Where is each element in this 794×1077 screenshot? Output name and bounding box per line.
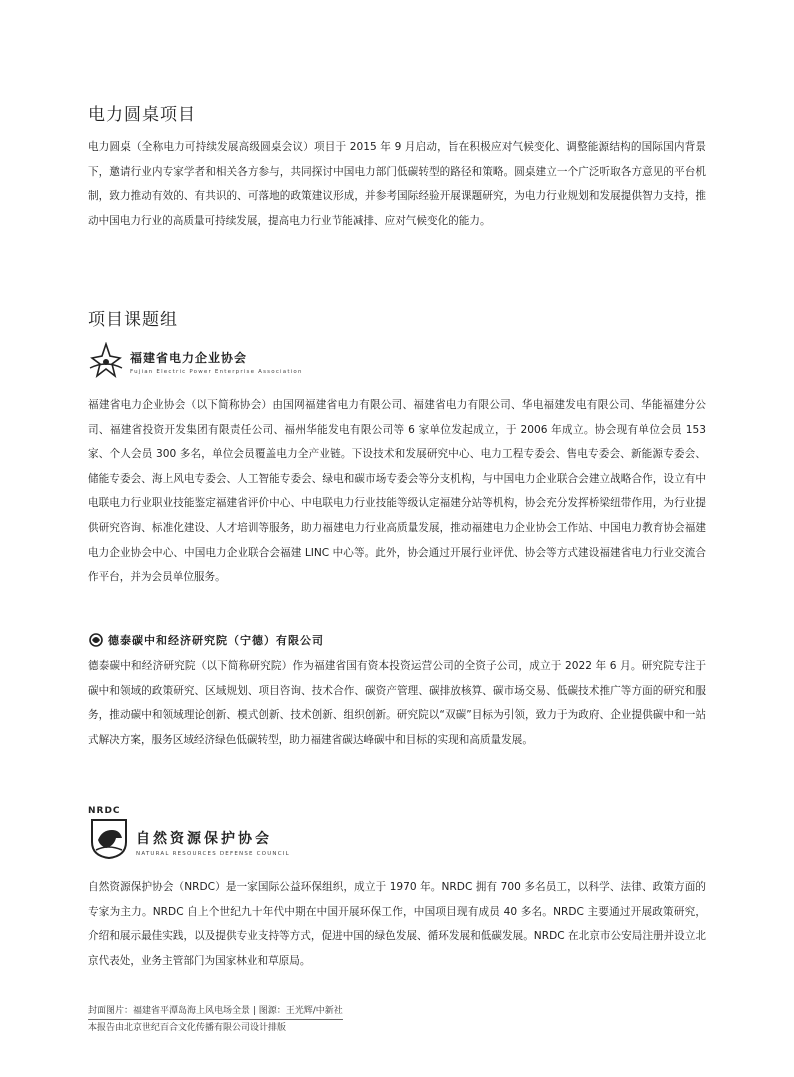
fujian-logo-name: 福建省电力企业协会	[130, 351, 248, 365]
nrdc-logo-name: 自然资源保护协会	[136, 831, 272, 847]
footer-credit-line: 封面图片：福建省平潭岛海上风电场全景 | 图源：王光辉/中新社	[88, 1003, 343, 1020]
carbon-institute-logo	[88, 632, 324, 648]
nrdc-logo-subtitle: NATURAL RESOURCES DEFENSE COUNCIL	[136, 851, 290, 857]
footer-design-line: 本报告由北京世纪百合文化传播有限公司设计排版	[88, 1023, 287, 1033]
nrdc-paragraph: 自然资源保护协会（NRDC）是一家国际公益环保组织，成立于 1970 年。NRDC 拥有 700 多名员工，以科学、法律、政策方面的专家为主力。NRDC 自上个世纪九十年代中期在中国开展环保工作，中国项目现有成员 40 多名。NRDC 主要通过开展政策研究，介绍和展示最佳实践，以及提供专业支持等方式，促进中国的绿色发展、循环发展和低碳发展。NRDC 在北京市公安局注册并设立北京代表处，业务主管部门为国家林业和草原局。	[88, 881, 707, 967]
roundtable-paragraph: 电力圆桌（全称电力可持续发展高级圆桌会议）项目于 2015 年 9 月启动，旨在积极应对气候变化、调整能源结构的国际国内背景下，邀请行业内专家学者和相关各方参与，共同探讨中国电力部门低碳转型的路径和策略。圆桌建立一个广泛听取各方意见的平台机制，致力推动有效的、有共识的、可落地的政策建议形成，并参考国际经验开展课题研究，为电力行业规划和发展提供智力支持，推动中国电力行业的高质量可持续发展，提高电力行业节能减排、应对气候变化的能力。	[88, 141, 706, 227]
project-group-title: 项目课题组	[88, 310, 178, 330]
fujian-paragraph: 福建省电力企业协会（以下简称协会）由国网福建省电力有限公司、福建省电力有限公司、华电福建发电有限公司、华能福建分公司、福建省投资开发集团有限责任公司、福州华能发电有限公司等 6 家单位发起成立，于 2006 年成立。协会现有单位会员 153 家、个人会员 300 多名，单位会员覆盖电力全产业链。下设技术和发展研究中心、电力工程专委会、售电专委会、新能源专委会、储能专委会、海上风电专委会、人工智能专委会、绿电和碳市场专委会等分支机构，与中国电力企业联合会建立战略合作，设立有中电联电力行业职业技能鉴定福建省评价中心、中电联电力行业技能等级认定福建分站等机构，协会充分发挥桥梁纽带作用，为行业提供研究咨询、标准化建设、人才培训等服务，助力福建电力行业高质量发展，推动福建电力企业协会工作站、中国电力教育协会福建电力企业协会中心、中国电力企业联合会福建 LINC 中心等。此外，协会通过开展行业评优、协会等方式建设福建省电力行业交流合作平台，并为会员单位服务。	[88, 399, 706, 584]
nrdc-bear-icon	[88, 816, 130, 860]
institute-logo-name: 德泰碳中和经济研究院（宁德）有限公司	[108, 634, 324, 647]
nrdc-logo-mark: NRDC	[88, 806, 121, 816]
fujian-logo-subtitle: Fujian Electric Power Enterprise Association	[130, 369, 303, 375]
institute-emblem-icon	[88, 632, 104, 648]
institute-paragraph: 德泰碳中和经济研究院（以下简称研究院）作为福建省国有资本投资运营公司的全资子公司，成立于 2022 年 6 月。研究院专注于碳中和领域的政策研究、区域规划、项目咨询、技术合作、碳资产管理、碳排放核算、碳市场交易、低碳技术推广等方面的研究和服务，推动碳中和领域理论创新、模式创新、技术创新、组织创新。研究院以“双碳”目标为引领，致力于为政府、企业提供碳中和一站式解决方案，服务区域经济绿色低碳转型，助力福建省碳达峰碳中和目标的实现和高质量发展。	[88, 660, 706, 746]
report-footer	[88, 1003, 343, 1036]
roundtable-section-title: 电力圆桌项目	[88, 105, 196, 125]
nrdc-logo	[88, 806, 290, 860]
fujian-association-logo	[88, 342, 303, 382]
fujian-emblem-icon	[88, 342, 124, 382]
